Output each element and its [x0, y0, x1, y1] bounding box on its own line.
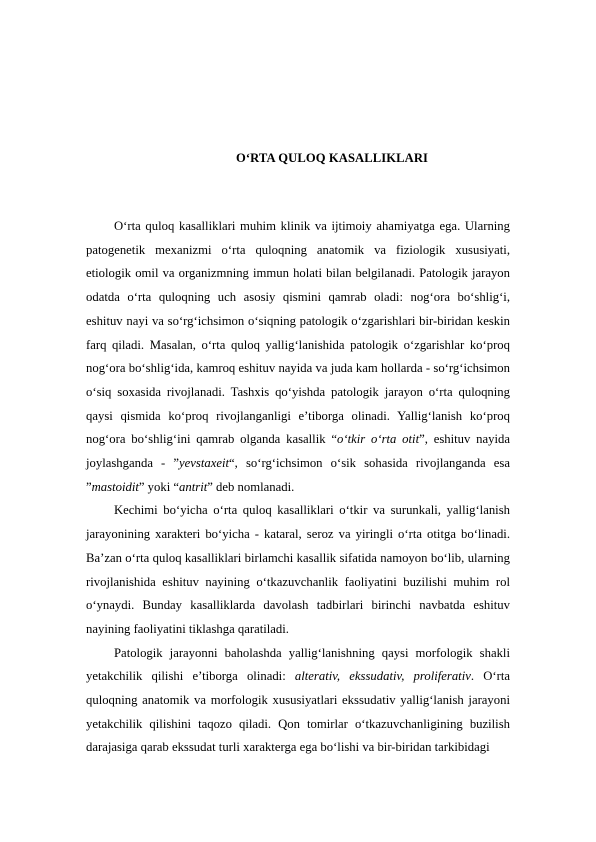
text-run: ”, eshituv nayida joylashganda - ”: [86, 432, 510, 471]
italic-term: antrit: [179, 479, 208, 494]
text-run: ” deb nomlanadi.: [207, 479, 295, 494]
italic-term: mastoidit: [91, 479, 139, 494]
page-title: O‘RTA QULOQ KASALLIKLARI: [235, 151, 429, 165]
text-run: “, so‘rg‘ichsimon o‘sik sohasida rivojlanganda esa ”: [86, 456, 510, 494]
text-run: O‘rta quloq kasalliklari muhim klinik va ijtimoiy ahamiyatga ega. Ularning patogenetik mexanizmi o‘rta quloqning anatomik va fiziologik xususiyati, etiologik omil va organizmning immun holati bilan belgilanadi. Patologik jarayon odatda o‘rta quloqning uch asosiy qismini qamrab oladi: nog‘ora bo‘shlig‘i, eshituv nayi va so‘rg‘ichsimon o‘siqning patologik o‘zgarishlari bir-biridan keskin farq qiladi. Masalan, o‘rta quloq yallig‘lanishida patologik o‘zgarishlar ko‘proq nog‘ora bo‘shlig‘ida, kamroq eshituv nayida va juda kam hollarda - so‘rg‘ichsimon o‘siq soxasida rivojlanadi. Tashxis qo‘yishda patologik jarayon o‘rta quloqning qaysi qismida ko‘proq rivojlanganligi e’tiborga olinadi. Yallig‘lanish ko‘proq nog‘ora bo‘shlig‘ini qamrab olganda kasallik “: [86, 219, 510, 447]
paragraph-1: [86, 215, 510, 499]
italic-term: alterativ, ekssudativ, proliferativ: [294, 669, 471, 684]
text-run: . O‘rta quloqning anatomik va morfologik xususiyatlari ekssudativ yallig‘lanish jarayoni yetakchilik qilishini taqozo qiladi. Qon tomirlar o‘tkazuvchanligining buzilish darajasiga qarab ekssudat turli xarakterga ega bo‘lishi va bir-biridan tarkibidagi: [86, 669, 510, 755]
paragraph-3: [86, 642, 510, 761]
text-run: ” yoki “: [138, 479, 180, 494]
italic-term: o‘tkir o‘rta otit: [337, 432, 420, 447]
document-body: [86, 215, 510, 760]
italic-term: yevstaxeit: [179, 456, 230, 471]
text-run: Kechimi bo‘yicha o‘rta quloq kasalliklari o‘tkir va surunkali, yallig‘lanish jarayonining xarakteri bo‘yicha - kataral, seroz va yiringli o‘rta otitga bo‘linadi. Ba’zan o‘rta quloq kasalliklari birlamchi kasallik sifatida namoyon bo‘lib, ularning rivojlanishida eshituv nayining o‘tkazuvchanlik faoliyatini buzilishi muhim rol o‘ynaydi. Bunday kasalliklarda davolash tadbirlari birinchi navbatda eshituv nayining faoliyatini tiklashga qaratiladi.: [86, 503, 510, 636]
paragraph-2: [86, 499, 510, 641]
text-run: Patologik jarayonni baholashda yallig‘lanishning qaysi morfologik shakli yetakchilik qilishi e’tiborga olinadi:: [86, 645, 510, 684]
